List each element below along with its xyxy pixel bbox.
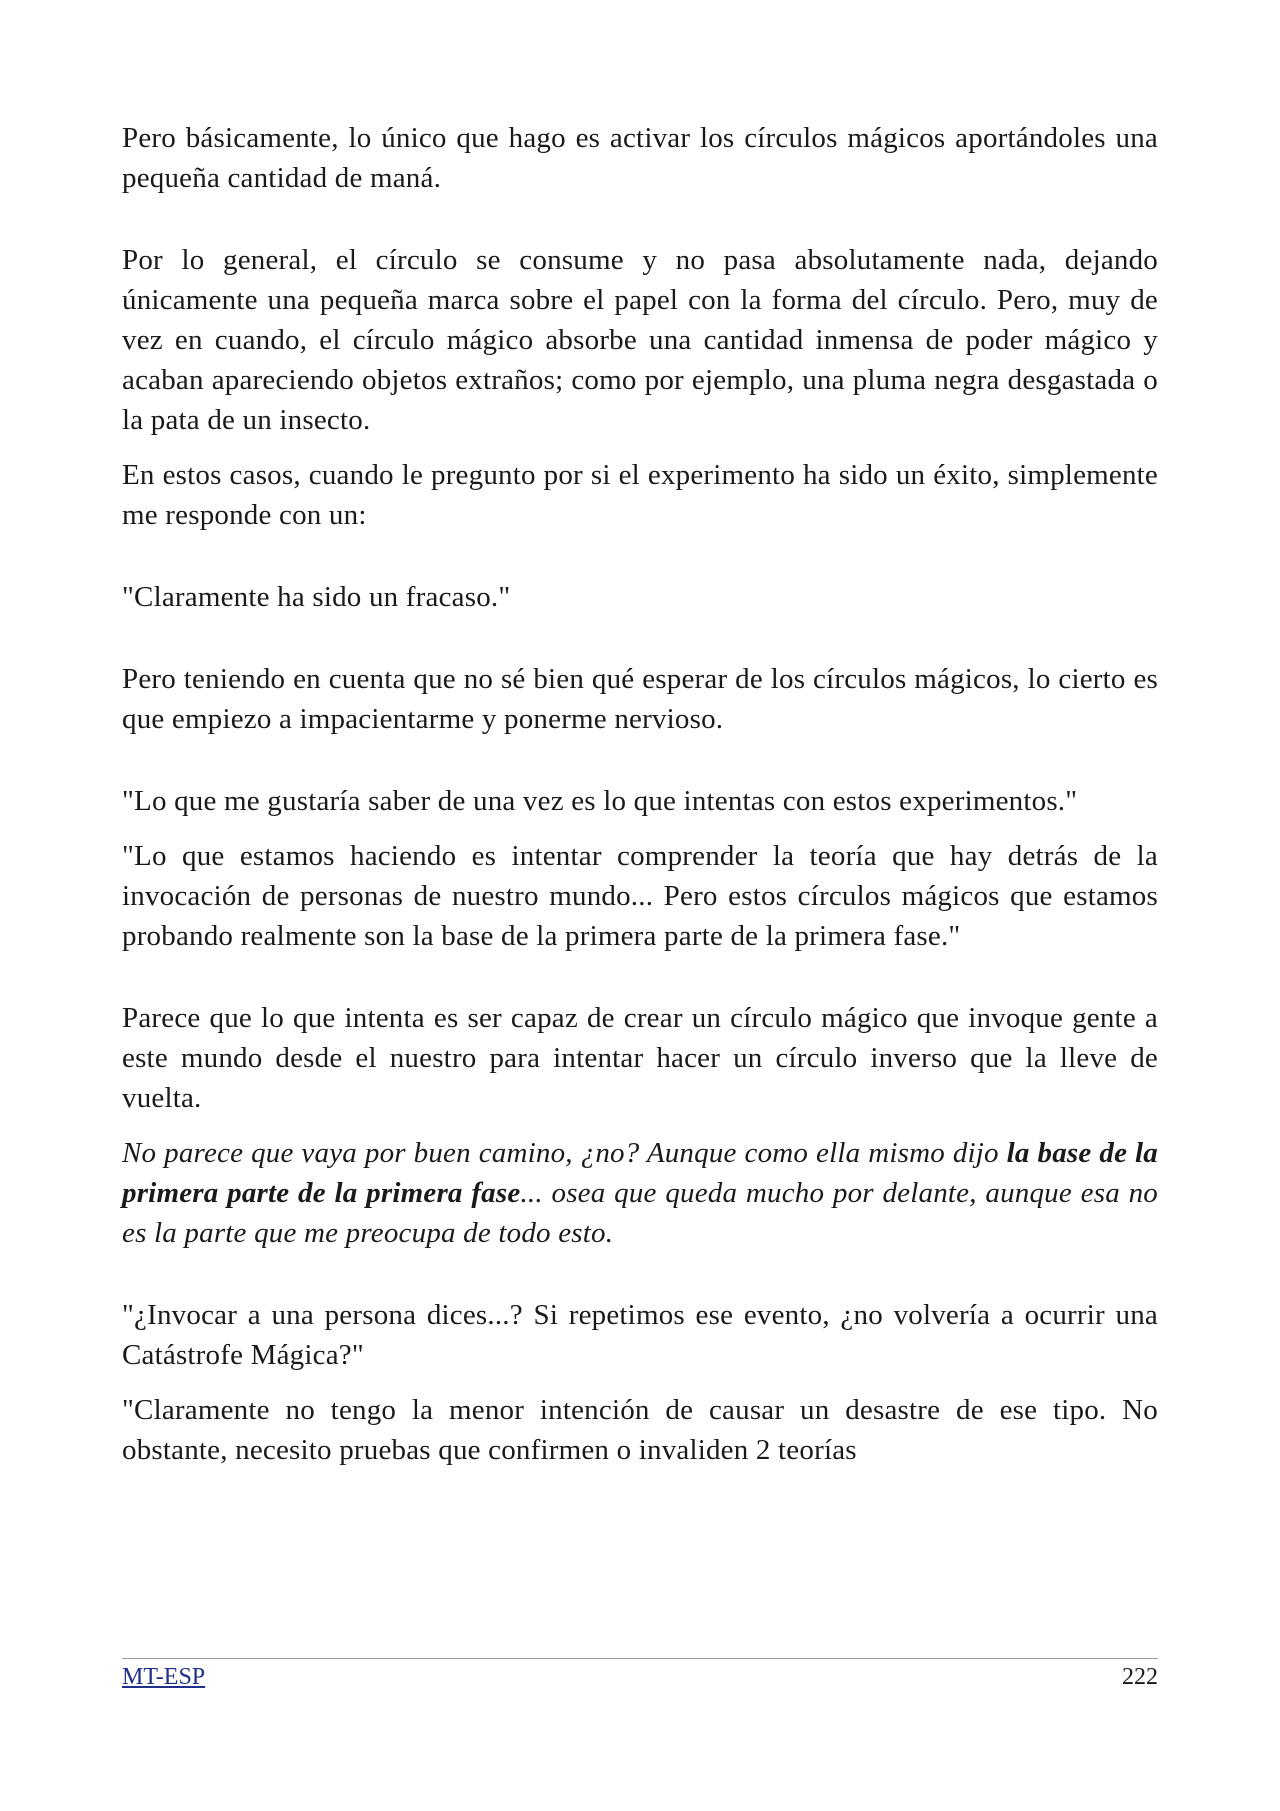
paragraph-6: "Lo que me gustaría saber de una vez es lo que intentas con estos experimentos." — [122, 785, 1078, 817]
paragraph-9-emphasis: la base de la primera parte de la primera fase — [122, 1137, 1158, 1209]
paragraph-9-text-end: ... osea que queda mucho por delante, aunque esa no es la parte que me preocupa de todo esto. — [122, 1177, 1158, 1249]
paragraph-9-inner-thought — [122, 1133, 1158, 1253]
paragraph-1: Pero básicamente, lo único que hago es activar los círculos mágicos aportándoles una pequeña cantidad de maná. — [122, 122, 1158, 194]
paragraph-8: Parece que lo que intenta es ser capaz de crear un círculo mágico que invoque gente a este mundo desde el nuestro para intentar hacer un círculo inverso que la lleve de vuelta. — [122, 1002, 1158, 1114]
paragraph-2: Por lo general, el círculo se consume y no pasa absolutamente nada, dejando únicamente una pequeña marca sobre el papel con la forma del círculo. Pero, muy de vez en cuando, el círculo mágico absorbe una cantidad inmensa de poder mágico y acaban apareciendo objetos extraños; como por ejemplo, una pluma negra desgastada o la pata de un insecto. — [122, 244, 1158, 436]
paragraph-7: "Lo que estamos haciendo es intentar comprender la teoría que hay detrás de la invocación de personas de nuestro mundo... Pero estos círculos mágicos que estamos probando realmente son la base de la primera parte de la primera fase." — [122, 840, 1158, 952]
paragraph-5: Pero teniendo en cuenta que no sé bien qué esperar de los círculos mágicos, lo cierto es que empiezo a impacientarme y ponerme nervioso. — [122, 663, 1158, 735]
footer-divider — [122, 1658, 1158, 1659]
paragraph-4: "Claramente ha sido un fracaso." — [122, 581, 511, 613]
page-number: 222 — [1122, 1664, 1158, 1690]
footer-link[interactable]: MT-ESP — [122, 1664, 206, 1690]
page-body — [122, 118, 1158, 1470]
paragraph-9-text-start: No parece que vaya por buen camino, ¿no? Aunque como ella mismo dijo — [122, 1137, 1007, 1169]
paragraph-11: "Claramente no tengo la menor intención de causar un desastre de ese tipo. No obstante, necesito pruebas que confirmen o invaliden 2 teorías — [122, 1394, 1158, 1466]
paragraph-3: En estos casos, cuando le pregunto por si el experimento ha sido un éxito, simplemente me responde con un: — [122, 459, 1158, 531]
paragraph-10: "¿Invocar a una persona dices...? Si repetimos ese evento, ¿no volvería a ocurrir una Catástrofe Mágica?" — [122, 1299, 1158, 1371]
